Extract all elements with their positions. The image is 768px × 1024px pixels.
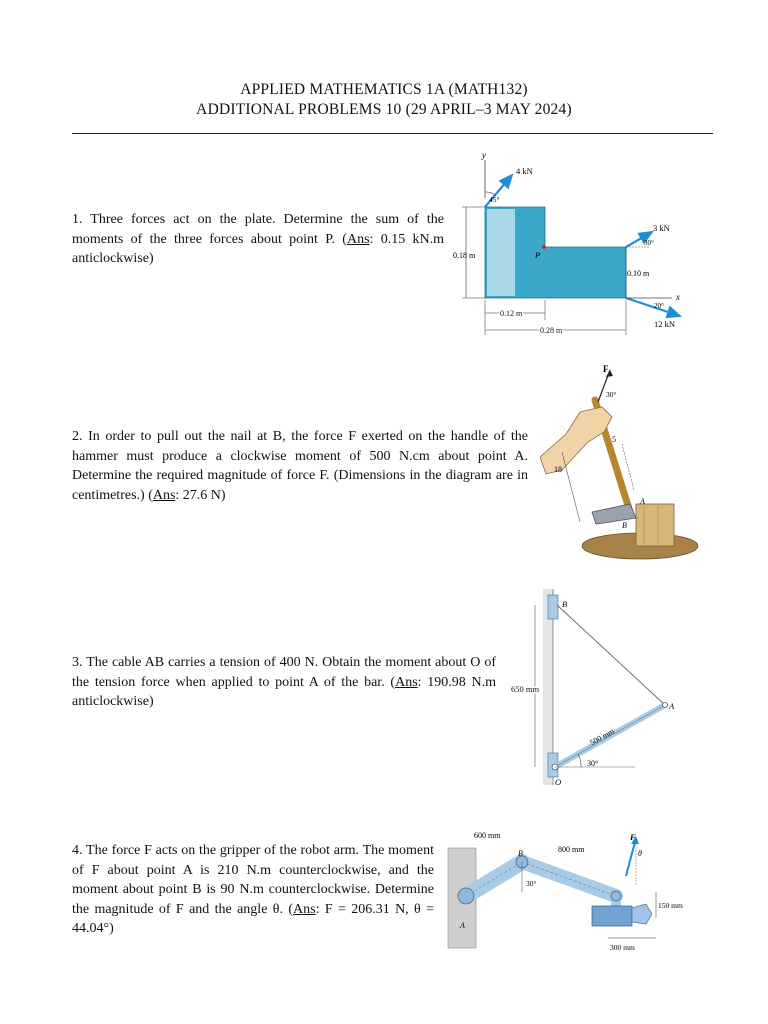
problem-2-figure	[540, 362, 700, 562]
dim-600-label: 600 mm	[474, 831, 501, 840]
dim-500-label: 500 mm	[588, 726, 616, 748]
angle-30-label: 30°	[526, 879, 537, 888]
problem-1-ans-label: Ans	[346, 231, 370, 247]
point-b-label: B	[622, 521, 627, 530]
header-divider	[72, 133, 713, 134]
force-12kn-label: 12 kN	[654, 319, 676, 329]
hand	[540, 407, 612, 474]
dim-300-label: 300 mm	[610, 943, 635, 952]
dim-height-label: 0.18 m	[453, 251, 476, 260]
force-f-label: F	[630, 832, 636, 842]
problem-4-figure	[440, 826, 698, 956]
point-o-label: O	[555, 777, 562, 787]
force-4kn-label: 4 kN	[516, 166, 533, 176]
joint-a	[458, 888, 474, 904]
force-12kn-arrow	[626, 298, 680, 316]
wood-block	[636, 504, 674, 546]
problem-2-ans-label: Ans	[152, 487, 176, 503]
dim-5-label: 5	[612, 435, 616, 444]
problem-set-title: ADDITIONAL PROBLEMS 10 (29 APRIL–3 MAY 2024)	[196, 101, 572, 118]
point-a-label: A	[460, 921, 465, 930]
problem-1-figure	[440, 150, 690, 340]
angle-20-label: 20°	[654, 302, 664, 310]
cable-ab	[557, 605, 665, 705]
angle-30-label: 30°	[587, 759, 599, 768]
problem-3-statement: 3. The cable AB carries a tension of 400 N. Obtain the moment about O of the tension force when applied to point A of the bar.	[72, 655, 496, 690]
document-header	[0, 80, 768, 120]
pin-a	[663, 703, 668, 708]
theta-label: θ	[638, 849, 642, 858]
problem-3-text: 3. The cable AB carries a tension of 400 N. Obtain the moment about O of the tension force when applied to point A of the bar. (Ans: 190.98 N.m anticlockwise)	[72, 655, 496, 709]
course-title: APPLIED MATHEMATICS 1A (MATH132)	[240, 81, 528, 98]
x-axis-label: x	[676, 292, 680, 302]
problem-3-ans-value: : 190.98 N.m anticlockwise)	[72, 674, 496, 709]
problem-2-ans-value: : 27.6 N)	[175, 487, 226, 503]
joint-c	[611, 891, 621, 901]
dim-650-label: 650 mm	[511, 684, 540, 694]
point-a-label: A	[640, 497, 645, 506]
problem-3-figure	[505, 585, 695, 795]
y-axis-label: y	[482, 150, 486, 160]
problem-4-text: 4. The force F acts on the gripper of the robot arm. The moment of F about point A is 210 N.m counterclockwise, and the moment about point B is 90 N.m counterclockwise. Determine the magnitude of F and the angle θ. (Ans: F = 206.31 N, θ = 44.04°)	[72, 843, 434, 936]
gripper-jaw	[632, 904, 652, 924]
problem-2-statement: 2. In order to pull out the nail at B, the force F exerted on the handle of the hammer must produce a clockwise moment of 500 N.cm about point A. Determine the required magnitude of force F. (Dimensions in the diagram are in centimetres.)	[72, 429, 528, 503]
dim-total-width-label: 0.28 m	[540, 326, 563, 335]
dim-150-label: 150 mm	[658, 901, 683, 910]
force-3kn-label: 3 kN	[653, 223, 670, 233]
dim-step-label: 0.10 m	[627, 269, 650, 278]
problem-1-statement: 1. Three forces act on the plate. Determine the sum of the moments of the three forces about point P.	[72, 212, 444, 247]
point-b-label: B	[562, 599, 568, 609]
problem-4-ans-label: Ans	[293, 901, 316, 917]
problem-4-ans-value: : F = 206.31 N, θ = 44.04°)	[72, 901, 434, 936]
point-p-label: P	[535, 250, 541, 260]
problem-1-text: 1. Three forces act on the plate. Determine the sum of the moments of the three forces about point P. (Ans: 0.15 kN.m anticlockwise)	[72, 212, 444, 266]
angle-30-label: 30°	[644, 239, 654, 247]
angle-45-label: 45°	[489, 195, 500, 204]
hammer-head	[592, 504, 636, 524]
problem-4-statement: 4. The force F acts on the gripper of the robot arm. The moment of F about point A is 210 N.m counterclockwise, and the moment about point B is 90 N.m counterclockwise. Determine the magnitude of F and the angle θ.	[72, 843, 434, 917]
problem-2-text: 2. In order to pull out the nail at B, the force F exerted on the handle of the hammer must produce a clockwise moment of 500 N.cm about point A. Determine the required magnitude of force F. (Dimensions in the diagram are in centimetres.) (Ans: 27.6 N)	[72, 429, 528, 503]
problem-3-ans-label: Ans	[395, 674, 418, 690]
gripper-body	[592, 906, 632, 926]
dim-step-width-label: 0.12 m	[500, 309, 523, 318]
dim-18-label: 18	[554, 465, 562, 474]
dim-800-label: 800 mm	[558, 845, 585, 854]
plate-highlight	[487, 209, 515, 296]
point-a-label: A	[669, 701, 675, 711]
bracket-b	[548, 595, 558, 619]
dim-18-line	[562, 452, 580, 522]
angle-30-label: 30°	[606, 390, 617, 399]
force-f-label: F	[603, 364, 609, 374]
point-p-marker	[542, 245, 546, 249]
problem-1-ans-value: : 0.15 kN.m anticlockwise)	[72, 231, 444, 266]
point-b-label: B	[518, 849, 523, 858]
